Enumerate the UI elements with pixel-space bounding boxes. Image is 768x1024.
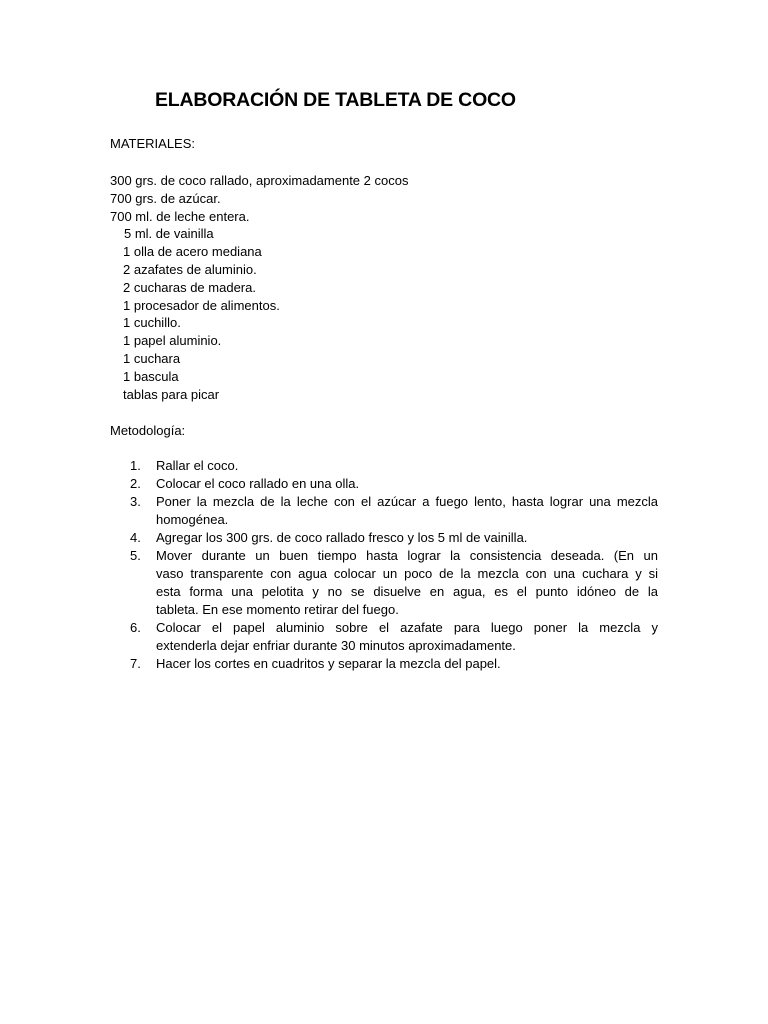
material-item: 2 cucharas de madera. <box>123 279 256 295</box>
step-line: Colocar el coco rallado en una olla. <box>156 476 360 491</box>
material-item: 1 cuchillo. <box>123 315 181 331</box>
material-item: 1 papel aluminio. <box>123 333 222 349</box>
materials-heading: MATERIALES: <box>110 136 196 151</box>
step-number: 6. <box>130 620 141 635</box>
step-line: Agregar los 300 grs. de coco rallado fresco y los 5 ml de vainilla. <box>156 530 528 545</box>
step-text <box>156 619 658 655</box>
material-item: 1 olla de acero mediana <box>123 244 262 260</box>
step-line: esta forma una pelotita y no se disuelve en agua, es el punto idóneo de la <box>156 584 658 599</box>
material-item: 2 azafates de aluminio. <box>123 261 257 277</box>
material-item: 300 grs. de coco rallado, aproximadamente 2 cocos <box>110 173 409 188</box>
step-number: 2. <box>130 476 141 491</box>
method-steps-list <box>130 457 658 673</box>
step-number: 3. <box>130 494 141 509</box>
step-text <box>156 475 658 493</box>
step-number: 1. <box>130 458 141 473</box>
step-line: Rallar el coco. <box>156 458 239 473</box>
step-text <box>156 529 658 547</box>
step-number: 5. <box>130 548 141 563</box>
method-step <box>130 457 658 475</box>
material-item: 1 procesador de alimentos. <box>123 297 280 313</box>
step-line: vaso transparente con agua colocar un poco de la mezcla con una cuchara y si <box>156 566 658 581</box>
step-line: homogénea. <box>156 512 229 527</box>
step-line: Mover durante un buen tiempo hasta lograr la consistencia deseada. (En un <box>156 548 658 563</box>
step-text <box>156 547 658 619</box>
material-item: 1 bascula <box>123 368 179 384</box>
step-text <box>156 655 658 673</box>
material-item: 5 ml. de vainilla <box>124 226 214 242</box>
method-step <box>130 547 658 619</box>
step-line: tableta. En ese momento retirar del fuego. <box>156 602 399 617</box>
method-step <box>130 655 658 673</box>
material-item: 1 cuchara <box>123 350 181 366</box>
method-step <box>130 619 658 655</box>
step-line: Poner la mezcla de la leche con el azúcar a fuego lento, hasta lograr una mezcla <box>156 494 658 509</box>
step-number: 4. <box>130 530 141 545</box>
step-text <box>156 457 658 475</box>
material-item: 700 grs. de azúcar. <box>110 190 221 206</box>
material-item: 700 ml. de leche entera. <box>110 208 250 224</box>
method-heading: Metodología: <box>110 423 186 438</box>
method-step <box>130 529 658 547</box>
step-line: extenderla dejar enfriar durante 30 minutos aproximadamente. <box>156 638 516 653</box>
step-text <box>156 493 658 529</box>
materials-list <box>110 172 408 403</box>
page-title: ELABORACIÓN DE TABLETA DE COCO <box>155 89 516 111</box>
method-step <box>130 493 658 529</box>
method-step <box>130 475 658 493</box>
step-line: Hacer los cortes en cuadritos y separar la mezcla del papel. <box>156 656 501 671</box>
material-item: tablas para picar <box>123 386 220 402</box>
step-line: Colocar el papel aluminio sobre el azafate para luego poner la mezcla y <box>156 620 658 635</box>
step-number: 7. <box>130 656 141 671</box>
